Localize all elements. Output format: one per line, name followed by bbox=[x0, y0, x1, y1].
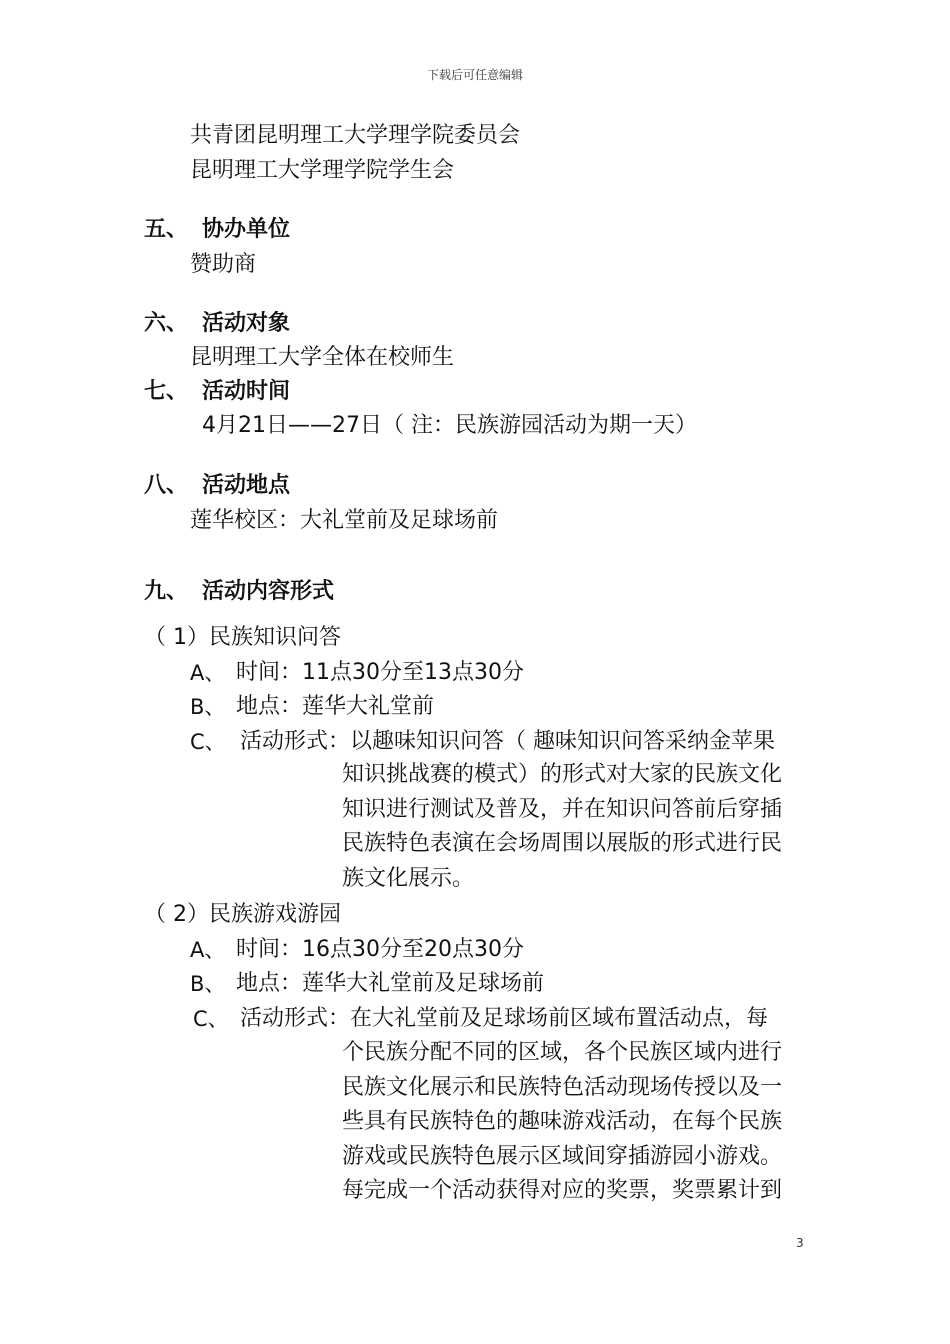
item-text: 活动形式：在大礼堂前及足球场前区域布置活动点，每 bbox=[240, 1006, 769, 1031]
item-letter: B、 bbox=[190, 695, 226, 719]
item-letter: A、 bbox=[190, 661, 226, 685]
part-label: （ 1）民族知识问答 bbox=[144, 625, 341, 650]
organizer-line: 昆明理工大学理学院学生会 bbox=[190, 158, 455, 183]
section-title: 协办单位 bbox=[202, 217, 291, 242]
paragraph-line: 些具有民族特色的趣味游戏活动，在每个民族 bbox=[342, 1109, 783, 1134]
section-title: 活动内容形式 bbox=[202, 579, 335, 604]
section-body: 赞助商 bbox=[190, 252, 257, 277]
item-text: 时间：16点30分至20点30分 bbox=[236, 937, 524, 962]
paragraph-line: 知识进行测试及普及，并在知识问答前后穿插 bbox=[342, 796, 783, 822]
item-letter: C、 bbox=[193, 1007, 229, 1031]
section-number: 七、 bbox=[144, 379, 189, 404]
section-title: 活动时间 bbox=[202, 379, 291, 404]
item-letter: A、 bbox=[190, 938, 226, 962]
paragraph-line: 民族特色表演在会场周围以展版的形式进行民 bbox=[342, 831, 783, 856]
item-letter: B、 bbox=[190, 972, 226, 996]
section-title: 活动对象 bbox=[202, 311, 291, 336]
organizer-line: 共青团昆明理工大学理学院委员会 bbox=[190, 123, 521, 148]
section-number: 九、 bbox=[144, 579, 189, 604]
section-number: 八、 bbox=[144, 473, 189, 498]
item-text: 时间：11点30分至13点30分 bbox=[236, 660, 524, 685]
paragraph-line: 每完成一个活动获得对应的奖票，奖票累计到 bbox=[342, 1178, 783, 1203]
part-label: （ 2）民族游戏游园 bbox=[144, 902, 341, 927]
paragraph-line: 个民族分配不同的区域，各个民族区域内进行 bbox=[342, 1040, 783, 1065]
item-text: 地点：莲华大礼堂前及足球场前 bbox=[236, 971, 545, 996]
paragraph-line: 知识挑战赛的模式）的形式对大家的民族文化 bbox=[342, 762, 783, 787]
item-text: 地点：莲华大礼堂前 bbox=[236, 694, 435, 719]
page-header: 下载后可任意编辑 bbox=[426, 68, 523, 82]
item-continuation bbox=[342, 1036, 812, 1209]
item-text: 活动形式：以趣味知识问答（ 趣味知识问答采纳金苹果 bbox=[240, 729, 775, 754]
section-number: 六、 bbox=[144, 311, 189, 336]
item-continuation bbox=[342, 758, 812, 896]
paragraph-line: 族文化展示。 bbox=[342, 865, 475, 891]
paragraph-line: 民族文化展示和民族特色活动现场传授以及一 bbox=[342, 1074, 783, 1100]
page-number: 3 bbox=[796, 1236, 804, 1250]
item-letter: C、 bbox=[190, 730, 226, 754]
section-body: 昆明理工大学全体在校师生 bbox=[190, 345, 455, 370]
section-body: 莲华校区：大礼堂前及足球场前 bbox=[190, 508, 499, 533]
section-title: 活动地点 bbox=[202, 473, 291, 498]
section-number: 五、 bbox=[144, 217, 189, 242]
section-body: 4月21日——27日（ 注：民族游园活动为期一天） bbox=[202, 413, 697, 438]
paragraph-line: 游戏或民族特色展示区域间穿插游园小游戏。 bbox=[342, 1143, 783, 1169]
